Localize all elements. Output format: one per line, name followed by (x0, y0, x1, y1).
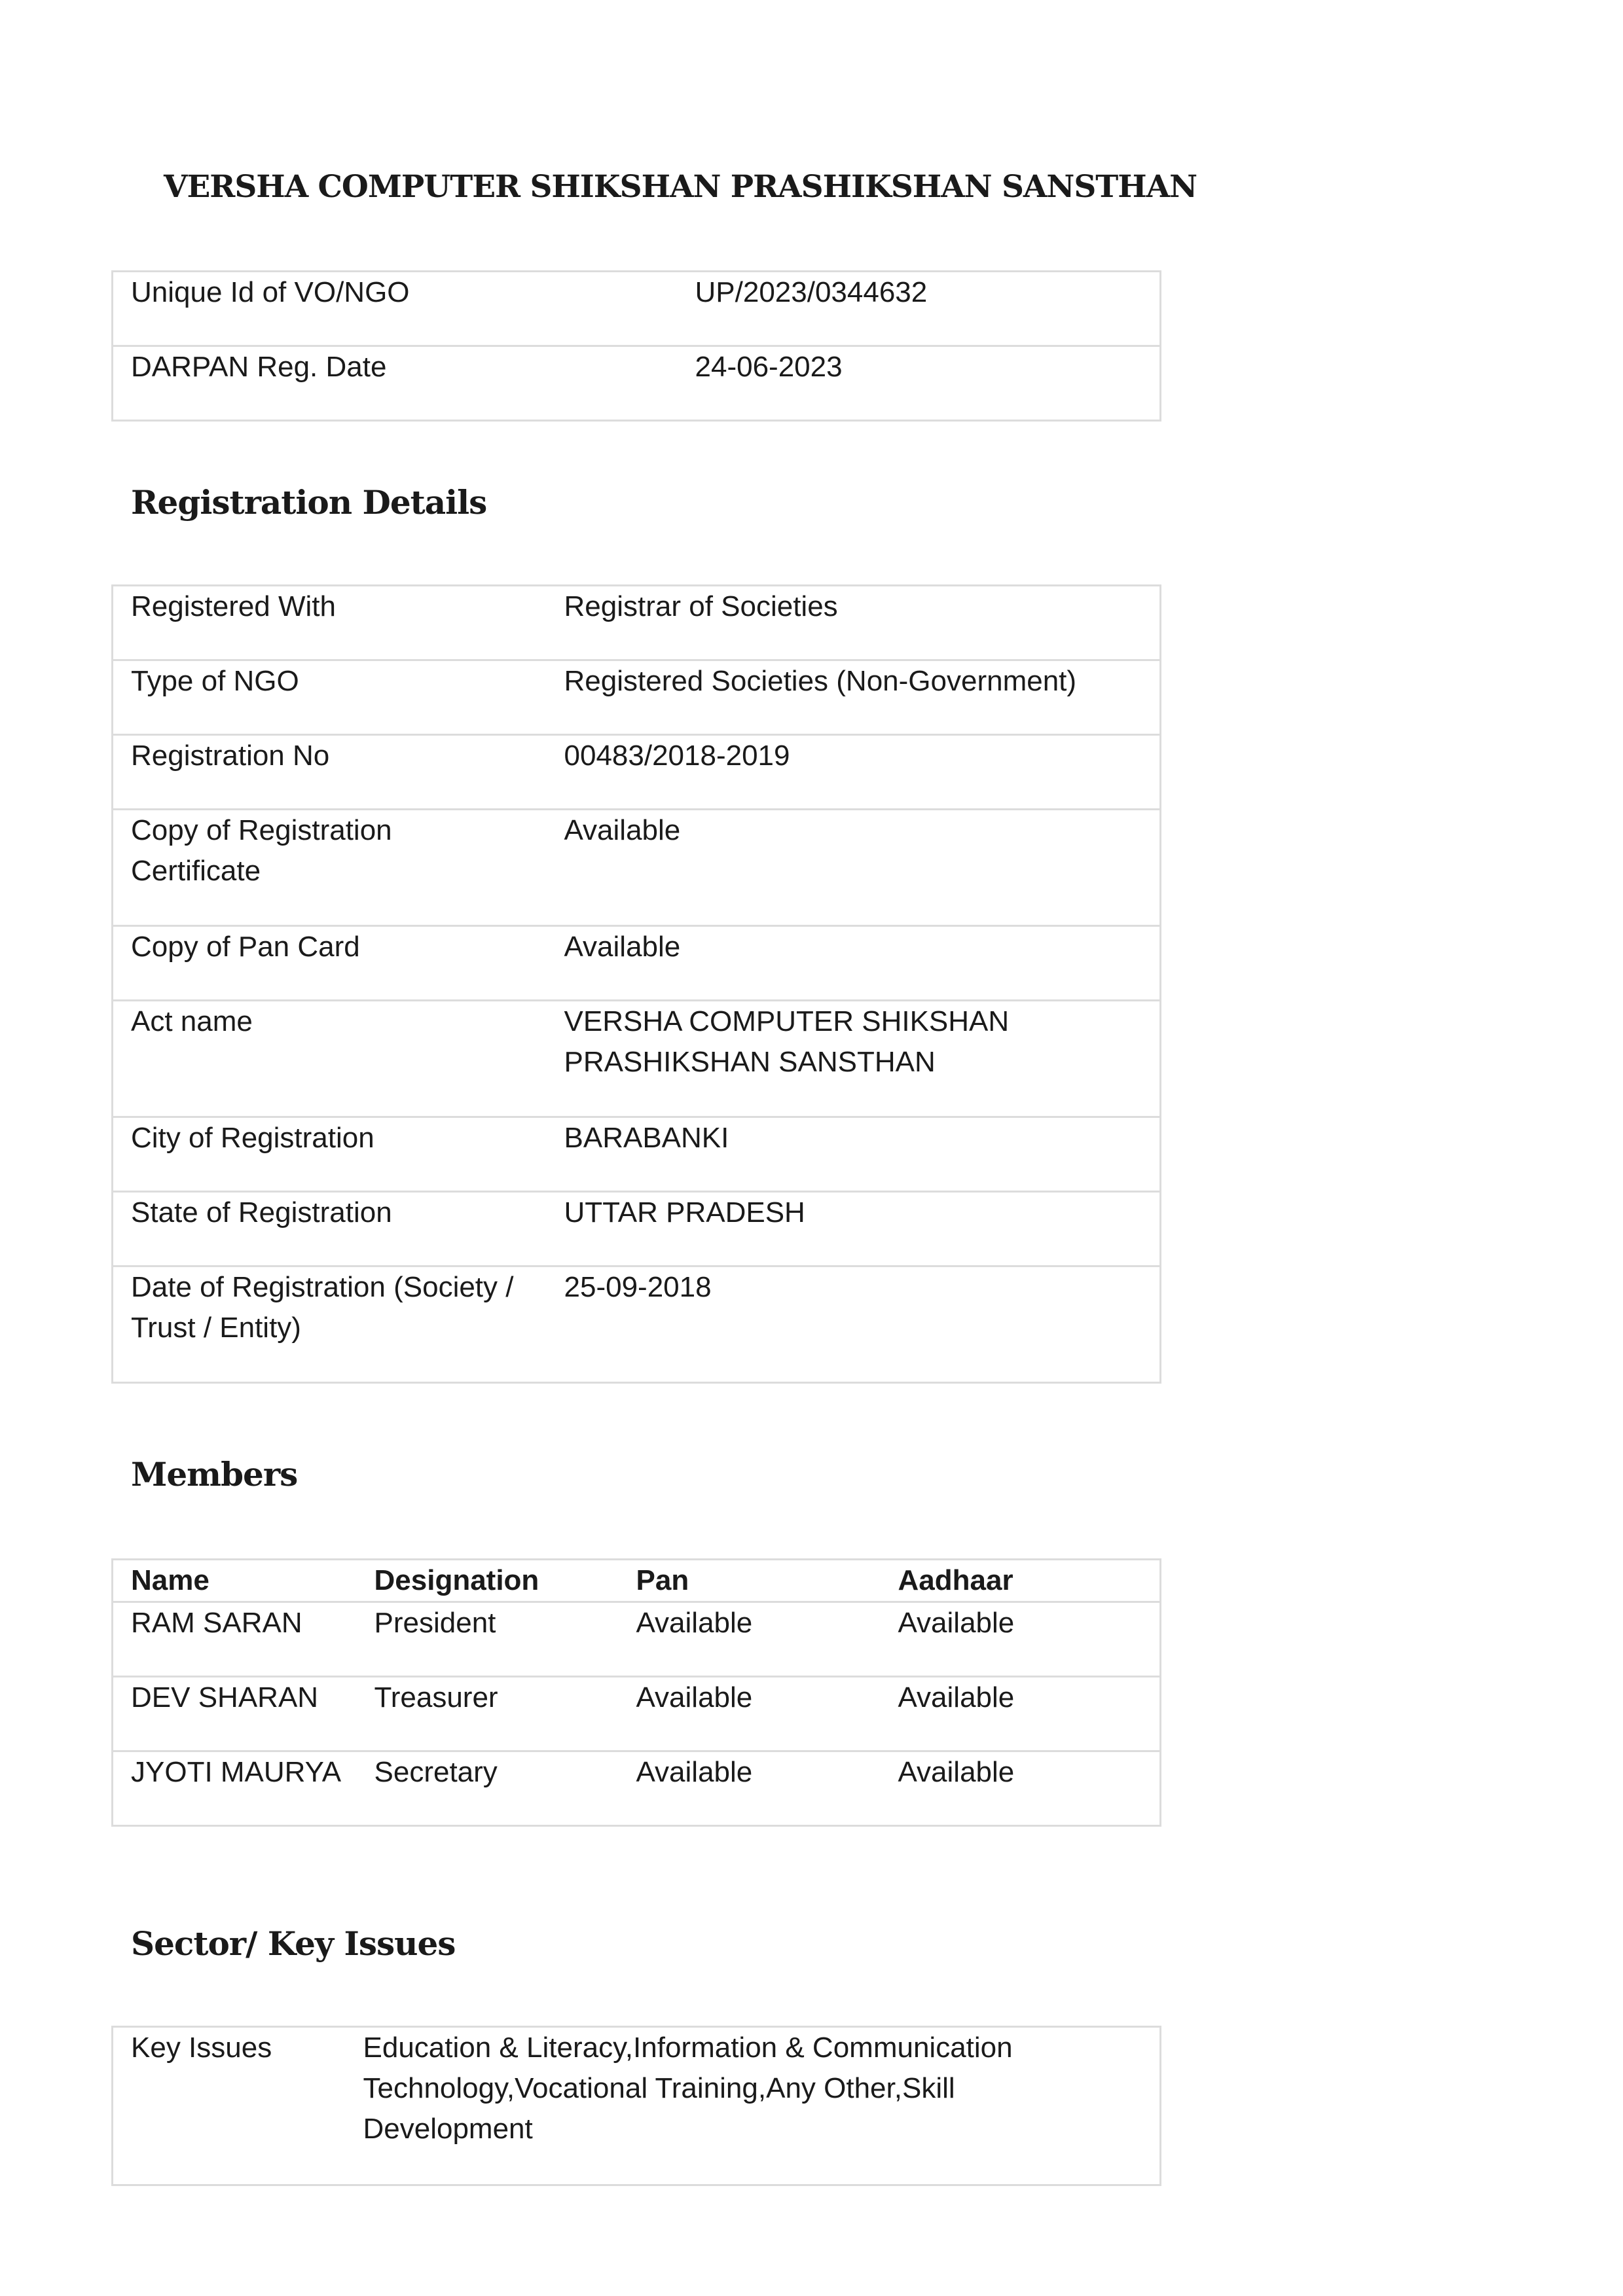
registered-with-label: Registered With (113, 586, 564, 660)
registration-date-value: 25-09-2018 (564, 1266, 1161, 1383)
table-row (113, 272, 1161, 346)
column-header-designation: Designation (374, 1560, 636, 1602)
pan-card-value: Available (564, 926, 1161, 1001)
registration-certificate-value: Available (564, 810, 1161, 926)
ngo-type-label: Type of NGO (113, 660, 564, 735)
unique-id-value: UP/2023/0344632 (695, 272, 1161, 346)
sector-heading: Sector/ Key Issues (131, 1924, 456, 1963)
key-issues-value: Education & Literacy,Information & Communication Technology,Vocational Training,Any Other,Skill Development (363, 2027, 1161, 2185)
column-header-aadhaar: Aadhaar (898, 1560, 1161, 1602)
registered-with-value: Registrar of Societies (564, 586, 1161, 660)
registration-table (111, 584, 1161, 1384)
registration-certificate-label: Copy of Registration Certificate (113, 810, 564, 926)
column-header-pan: Pan (636, 1560, 898, 1602)
table-row (113, 1602, 1161, 1677)
table-row (113, 1117, 1161, 1192)
city-value: BARABANKI (564, 1117, 1161, 1192)
state-value: UTTAR PRADESH (564, 1192, 1161, 1266)
sector-table (111, 2026, 1161, 2186)
member-designation: Secretary (374, 1751, 636, 1826)
table-row (113, 660, 1161, 735)
darpan-date-value: 24-06-2023 (695, 346, 1161, 421)
table-row (113, 810, 1161, 926)
table-row (113, 1751, 1161, 1826)
member-aadhaar: Available (898, 1751, 1161, 1826)
member-aadhaar: Available (898, 1677, 1161, 1751)
table-row (113, 586, 1161, 660)
page-title: VERSHA COMPUTER SHIKSHAN PRASHIKSHAN SANSTHAN (164, 169, 1197, 205)
registration-heading: Registration Details (131, 483, 487, 522)
table-row (113, 346, 1161, 421)
table-row (113, 735, 1161, 810)
members-heading: Members (131, 1455, 298, 1494)
registration-no-value: 00483/2018-2019 (564, 735, 1161, 810)
member-name: DEV SHARAN (113, 1677, 374, 1751)
member-designation: Treasurer (374, 1677, 636, 1751)
unique-id-label: Unique Id of VO/NGO (113, 272, 695, 346)
summary-table (111, 270, 1161, 422)
key-issues-label: Key Issues (113, 2027, 363, 2185)
member-pan: Available (636, 1602, 898, 1677)
act-name-label: Act name (113, 1001, 564, 1117)
member-name: RAM SARAN (113, 1602, 374, 1677)
table-row (113, 926, 1161, 1001)
column-header-name: Name (113, 1560, 374, 1602)
member-pan: Available (636, 1677, 898, 1751)
pan-card-label: Copy of Pan Card (113, 926, 564, 1001)
table-row (113, 1677, 1161, 1751)
state-label: State of Registration (113, 1192, 564, 1266)
table-row (113, 1266, 1161, 1383)
table-row (113, 1192, 1161, 1266)
member-designation: President (374, 1602, 636, 1677)
member-name: JYOTI MAURYA (113, 1751, 374, 1826)
registration-no-label: Registration No (113, 735, 564, 810)
members-table (111, 1558, 1161, 1827)
table-row (113, 1001, 1161, 1117)
city-label: City of Registration (113, 1117, 564, 1192)
table-header-row (113, 1560, 1161, 1602)
act-name-value: VERSHA COMPUTER SHIKSHAN PRASHIKSHAN SANSTHAN (564, 1001, 1161, 1117)
member-aadhaar: Available (898, 1602, 1161, 1677)
registration-date-label: Date of Registration (Society / Trust / Entity) (113, 1266, 564, 1383)
table-row (113, 2027, 1161, 2185)
darpan-date-label: DARPAN Reg. Date (113, 346, 695, 421)
member-pan: Available (636, 1751, 898, 1826)
ngo-type-value: Registered Societies (Non-Government) (564, 660, 1161, 735)
